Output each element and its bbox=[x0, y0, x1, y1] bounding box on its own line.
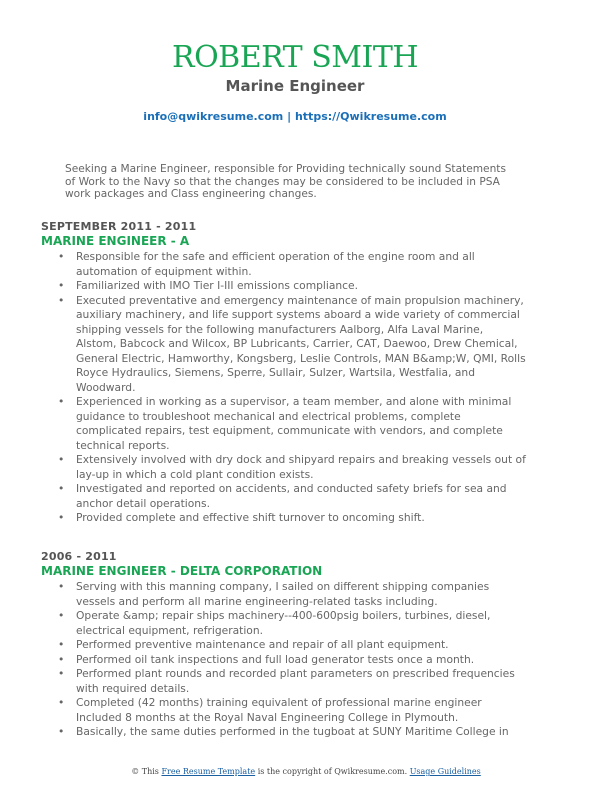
job-title: MARINE ENGINEER - A bbox=[41, 234, 190, 248]
list-item: • Provided complete and effective shift turnover to oncoming shift. bbox=[58, 511, 425, 524]
email-link[interactable]: info@qwikresume.com bbox=[143, 110, 284, 123]
footer-text: is the copyright of Qwikresume.com. bbox=[255, 767, 410, 776]
candidate-name: ROBERT SMITH bbox=[171, 40, 419, 75]
free-resume-template-link[interactable]: Free Resume Template bbox=[161, 767, 256, 776]
candidate-title: Marine Engineer bbox=[225, 77, 365, 95]
list-item: • Performed plant rounds and recorded plant parameters on prescribed frequencies with required details. bbox=[58, 667, 515, 695]
summary: Seeking a Marine Engineer, responsible for Providing technically sound Statements of Work to the Navy so that the changes may be considered to be included in PSA work packages and Class engineering changes. bbox=[65, 163, 506, 200]
list-item: • Performed preventive maintenance and repair of all plant equipment. bbox=[58, 638, 449, 651]
list-item: • Familiarized with IMO Tier I-III emissions compliance. bbox=[58, 279, 359, 292]
job-bullets bbox=[41, 250, 526, 526]
list-item: • Operate &amp; repair ships machinery--400-600psig boilers, turbines, diesel, electrical equipment, refrigeration. bbox=[58, 609, 491, 637]
job-bullets bbox=[41, 580, 526, 740]
job-date: SEPTEMBER 2011 - 2011 bbox=[41, 220, 197, 233]
list-item: • Basically, the same duties performed in the tugboat at SUNY Maritime College in bbox=[58, 725, 509, 738]
list-item: • Responsible for the safe and efficient operation of the engine room and all automation of equipment within. bbox=[58, 250, 475, 278]
job-date: 2006 - 2011 bbox=[41, 550, 117, 563]
contact-line bbox=[0, 110, 590, 123]
footer-text: © This bbox=[131, 767, 162, 776]
list-item: • Extensively involved with dry dock and shipyard repairs and breaking vessels out of lay-up in which a cold plant condition exists. bbox=[58, 453, 526, 481]
website-link[interactable]: https://Qwikresume.com bbox=[294, 110, 447, 123]
experience-section bbox=[41, 550, 541, 740]
experience-section bbox=[41, 220, 541, 526]
list-item: • Executed preventative and emergency maintenance of main propulsion machinery, auxiliary machinery, and life support systems aboard a wide variety of commercial shipping vessels for the following manufacturers Aalborg, Alfa Laval Marine, Alstom, Babcock and Wilcox, BP Lubricants, Carrier, CAT, Daewoo, Drew Chemical, General Electric, Hamworthy, Kongsberg, Leslie Controls, MAN B&amp;W, QMI, Rolls Royce Hydraulics, Siemens, Sperre, Sullair, Sulzer, Wartsila, Westfalia, and Woodward. bbox=[58, 293, 526, 394]
list-item: • Completed (42 months) training equivalent of professional marine engineer Included 8 months at the Royal Naval Engineering College in Plymouth. bbox=[58, 696, 482, 724]
separator: | bbox=[283, 110, 295, 123]
footer bbox=[0, 767, 612, 776]
job-title: MARINE ENGINEER - DELTA CORPORATION bbox=[41, 564, 323, 578]
list-item: • Performed oil tank inspections and full load generator tests once a month. bbox=[58, 652, 475, 666]
list-item: • Serving with this manning company, I sailed on different shipping companies vessels and perform all marine engineering-related tasks including. bbox=[58, 580, 490, 608]
list-item: • Investigated and reported on accidents, and conducted safety briefs for sea and anchor detail operations. bbox=[58, 482, 507, 510]
usage-guidelines-link[interactable]: Usage Guidelines bbox=[409, 767, 481, 776]
list-item: • Experienced in working as a supervisor, a team member, and alone with minimal guidance to troubleshoot mechanical and electrical problems, complete complicated repairs, test equipment, communicate with vendors, and complete technical reports. bbox=[58, 395, 512, 452]
